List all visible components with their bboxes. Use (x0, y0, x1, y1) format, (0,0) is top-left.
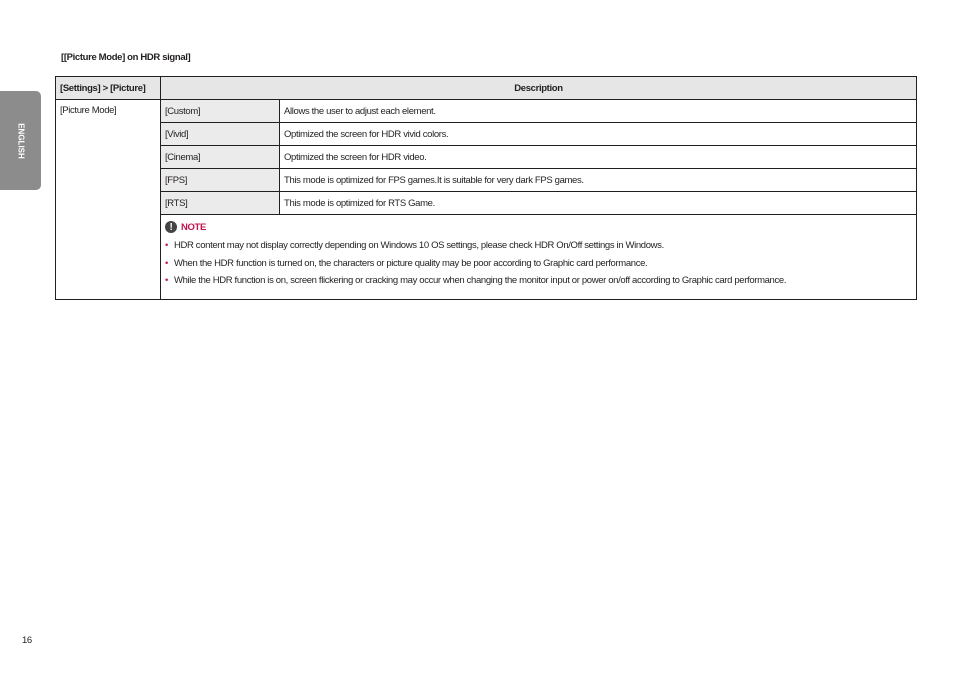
description-cell: Optimized the screen for HDR video. (280, 146, 917, 169)
page-number: 16 (22, 635, 32, 646)
option-cell: [Vivid] (161, 123, 280, 146)
bullet-icon: • (165, 240, 168, 251)
table-row (56, 169, 917, 192)
note-text: HDR content may not display correctly depending on Windows 10 OS settings, please check HDR On/Off settings in Windows. (173, 240, 664, 251)
note-item (165, 255, 912, 273)
description-cell: This mode is optimized for RTS Game. (280, 192, 917, 215)
note-row (56, 215, 917, 300)
description-cell: Allows the user to adjust each element. (280, 100, 917, 123)
option-cell: [RTS] (161, 192, 280, 215)
table-row (56, 192, 917, 215)
option-cell: [FPS] (161, 169, 280, 192)
note-text: When the HDR function is turned on, the characters or picture quality may be poor according to Graphic card performance. (173, 257, 648, 269)
note-label: NOTE (181, 221, 206, 233)
menu-cell: [Picture Mode] (56, 100, 161, 300)
table-row (56, 123, 917, 146)
note-cell (161, 215, 917, 300)
description-cell: This mode is optimized for FPS games.It is suitable for very dark FPS games. (280, 169, 917, 192)
option-cell: [Cinema] (161, 146, 280, 169)
note-list (165, 237, 912, 290)
note-item (165, 237, 912, 255)
note-heading (165, 221, 912, 233)
table-row (56, 100, 917, 123)
note-text: While the HDR function is on, screen flickering or cracking may occur when changing the monitor input or power on/off according to Graphic card performance. (173, 275, 787, 286)
section-title: [[Picture Mode] on HDR signal] (61, 52, 191, 63)
table-header-row (56, 77, 917, 100)
table-row (56, 146, 917, 169)
settings-table (55, 76, 917, 300)
description-cell: Optimized the screen for HDR vivid colors. (280, 123, 917, 146)
language-tab-label: ENGLISH (16, 122, 25, 159)
bullet-icon: • (165, 257, 168, 269)
option-cell: [Custom] (161, 100, 280, 123)
header-settings: [Settings] > [Picture] (56, 77, 161, 100)
note-item (165, 272, 912, 290)
header-description: Description (161, 77, 917, 100)
exclamation-icon: ! (165, 221, 177, 233)
bullet-icon: • (165, 275, 168, 286)
language-tab (0, 91, 41, 190)
